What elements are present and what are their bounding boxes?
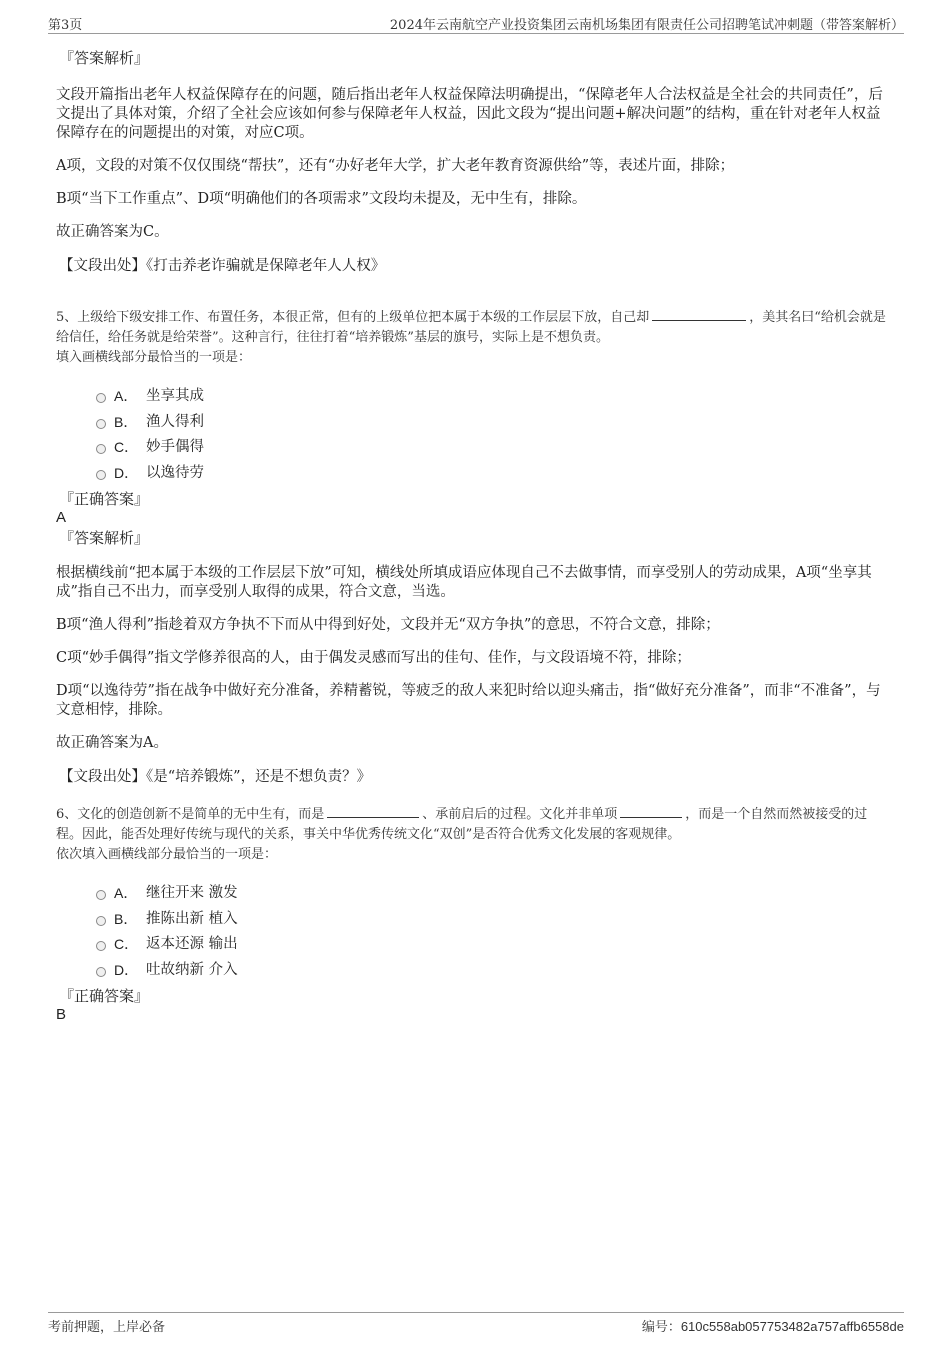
option-a[interactable]: [96, 386, 886, 412]
radio-button[interactable]: [96, 470, 106, 480]
radio-button[interactable]: [96, 916, 106, 926]
analysis-conclusion: 故正确答案为A。: [56, 735, 168, 751]
analysis-paragraph: B项“渔人得利”指趁着双方争执不下而从中得到好处，文段并无“双方争执”的意思，不符合文意，排除；: [56, 617, 720, 633]
footer-slogan: 考前押题，上岸必备: [48, 1320, 166, 1335]
radio-button[interactable]: [96, 967, 106, 977]
page-footer: [48, 1312, 904, 1335]
option-letter: C．: [114, 936, 139, 952]
document-body: [56, 48, 886, 1024]
radio-button[interactable]: [96, 890, 106, 900]
correct-answer: B: [56, 1006, 67, 1023]
option-c[interactable]: [96, 934, 886, 960]
page-number: 第3页: [48, 18, 83, 33]
analysis-paragraph: 根据横线前“把本属于本级的工作层层下放”可知，横线处所填成语应体现自己不去做事情，而享受别人的劳动成果，A项“坐享其成”指自己不出力，而享受别人取得的成果，符合文意，当选。: [56, 565, 872, 600]
option-text: 推陈出新 植入: [146, 910, 238, 927]
source-citation: 【文段出处】《是“培养锻炼”，还是不想负责？》: [59, 769, 372, 785]
page-header: [48, 14, 904, 34]
correct-answer-label: 『正确答案』: [59, 490, 150, 508]
fill-blank: [327, 803, 419, 818]
option-b[interactable]: [96, 412, 886, 438]
analysis-paragraph: C项“妙手偶得”指文学修养很高的人，由于偶发灵感而写出的佳句、佳作，与文段语境不符，排除；: [56, 650, 691, 666]
option-text: 以逸待劳: [146, 464, 204, 481]
radio-button[interactable]: [96, 941, 106, 951]
document-code: 编号：610c558ab057753482a757affb6558de: [641, 1319, 904, 1335]
fill-blank: [652, 306, 746, 321]
option-text: 继往开来 激发: [146, 885, 238, 901]
option-letter: B．: [114, 910, 138, 927]
question-prompt: 填入画横线部分最恰当的一项是：: [56, 350, 252, 365]
fill-blank: [620, 803, 682, 818]
option-letter: D．: [114, 961, 139, 978]
options-list: [96, 386, 886, 488]
analysis-label: 『答案解析』: [59, 529, 150, 547]
radio-button[interactable]: [96, 444, 106, 454]
option-letter: C．: [114, 439, 139, 455]
option-text: 坐享其成: [146, 388, 204, 404]
radio-button[interactable]: [96, 393, 106, 403]
question-6: [56, 803, 886, 1024]
option-letter: A．: [114, 885, 138, 901]
analysis-paragraph: A项，文段的对策不仅仅围绕“帮扶”，还有“办好老年大学，扩大老年教育资源供给”等，表述片面，排除；: [56, 158, 735, 174]
option-letter: B．: [114, 413, 138, 430]
document-title: 2024年云南航空产业投资集团云南机场集团有限责任公司招聘笔试冲刺题（带答案解析）: [389, 18, 904, 33]
analysis-paragraph: 文段开篇指出老年人权益保障存在的问题，随后指出老年人权益保障法明确提出，“保障老年人合法权益是全社会的共同责任”，后文提出了具体对策，介绍了全社会应该如何参与保障老年人权益，因此文段为“提出问题+解决问题”的结构，重在针对老年人权益保障存在的问题提出的对策，对应C项。: [56, 87, 883, 141]
analysis-label: 『答案解析』: [59, 49, 150, 67]
question-stem: 6、文化的创造创新不是简单的无中生有，而是 、承前启后的过程。文化并非单项 ，而是一个自然而然被接受的过程。因此，能否处理好传统与现代的关系，事关中华优秀传统文化“双创”是否符合优秀文化发展的客观规律。: [56, 803, 886, 845]
analysis-paragraph: D项“以逸待劳”指在战争中做好充分准备，养精蓄锐，等疲乏的敌人来犯时给以迎头痛击，指“做好充分准备”，而非“不准备”，与文意相悖，排除。: [56, 683, 881, 718]
correct-answer: A: [56, 509, 67, 526]
question-stem: 5、上级给下级安排工作、布置任务，本很正常，但有的上级单位把本属于本级的工作层层下放，自己却 ，美其名曰“给机会就是给信任，给任务就是给荣誉”。这种言行，往往打着“培养锻炼”基层的旗号，实际上是不想负责。: [56, 306, 886, 348]
option-text: 渔人得利: [146, 413, 204, 430]
option-c[interactable]: [96, 437, 886, 463]
option-a[interactable]: [96, 883, 886, 909]
option-d[interactable]: [96, 960, 886, 986]
question-prompt: 依次填入画横线部分最恰当的一项是：: [56, 847, 278, 862]
option-letter: A．: [114, 388, 138, 404]
question-5: [56, 306, 886, 787]
option-text: 返本还源 输出: [146, 936, 238, 952]
options-list: [96, 883, 886, 985]
analysis-conclusion: 故正确答案为C。: [56, 224, 169, 240]
source-citation: 【文段出处】《打击养老诈骗就是保障老年人人权》: [59, 258, 386, 274]
analysis-paragraph: B项“当下工作重点”、D项“明确他们的各项需求”文段均未提及，无中生有，排除。: [56, 191, 587, 207]
option-text: 吐故纳新 介入: [146, 961, 238, 978]
radio-button[interactable]: [96, 419, 106, 429]
option-text: 妙手偶得: [146, 439, 204, 455]
option-b[interactable]: [96, 909, 886, 935]
option-d[interactable]: [96, 463, 886, 489]
correct-answer-label: 『正确答案』: [59, 987, 150, 1005]
option-letter: D．: [114, 464, 139, 481]
